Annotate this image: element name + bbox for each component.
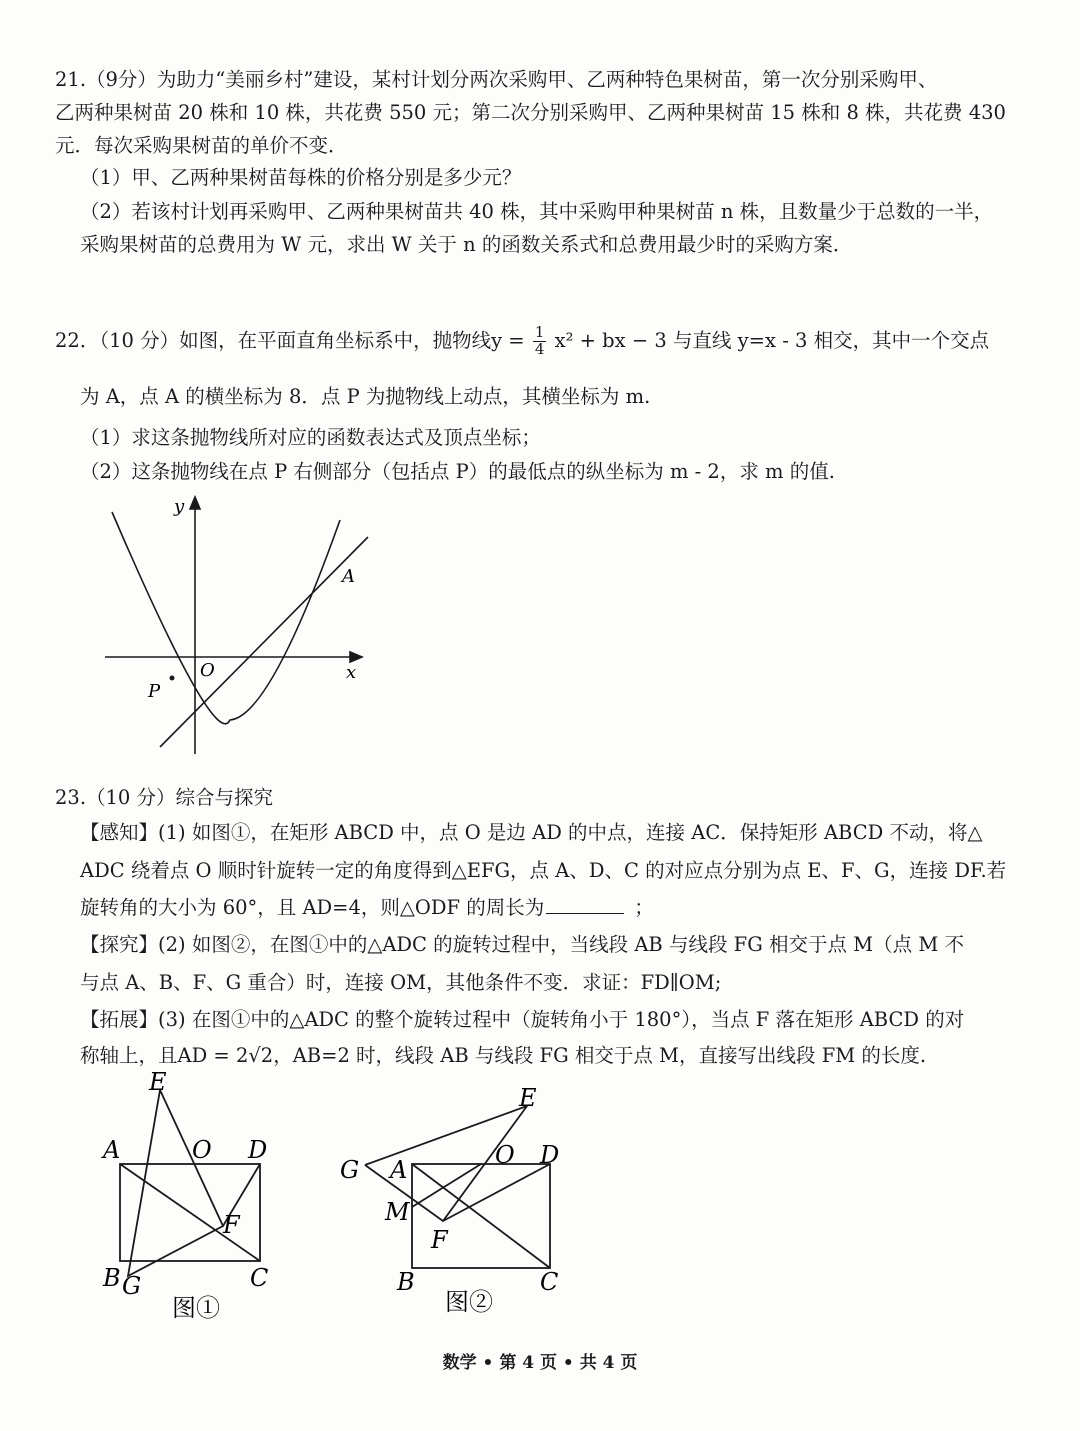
point-a-label: A [342, 566, 355, 587]
fig1-label-g: G [122, 1272, 142, 1300]
fig2-label-b: B [397, 1268, 415, 1296]
fig2-label-c: C [540, 1268, 559, 1296]
q22-part-1: （1）求这条抛物线所对应的函数表达式及顶点坐标； [80, 426, 541, 449]
q21-line-3: 元．每次采购果树苗的单价不变． [55, 134, 348, 157]
q23-line-6: 【拓展】(3) 在图①中的△ADC 的整个旋转过程中（旋转角小于 180°），当点 F 落在矩形 ABCD 的对 [80, 1008, 965, 1031]
fig1-label-f: F [223, 1211, 240, 1239]
q23-line-5: 与点 A、B、F、G 重合）时，连接 OM，其他条件不变．求证：FD∥OM; [80, 971, 722, 994]
x-axis-label: x [346, 662, 357, 683]
q23-line-3-post: ； [634, 896, 654, 919]
fig2-label-m: M [385, 1198, 410, 1226]
q22-line-1 [55, 325, 989, 358]
q23-line-1: 【感知】(1) 如图①，在矩形 ABCD 中，点 O 是边 AD 的中点，连接 AC．保持矩形 ABCD 不动，将△ [80, 821, 983, 844]
fig2-label-e: E [519, 1084, 537, 1112]
q23-line-0: 23.（10 分）综合与探究 [55, 786, 274, 809]
q23-line-3 [80, 898, 654, 918]
triangle-efg [128, 1090, 223, 1276]
fig2-label-f: F [431, 1226, 448, 1254]
fig2-caption: 图② [445, 1288, 493, 1316]
fig1-label-d: D [248, 1136, 268, 1164]
q21-part-2a: （2）若该村计划再采购甲、乙两种果树苗共 40 株，其中采购甲种果树苗 n 株，且数量少于总数的一半， [80, 200, 994, 223]
q23-line-3-pre: 旋转角的大小为 60°，且 AD=4，则△ODF 的周长为 [80, 896, 545, 919]
fig1-label-c: C [250, 1264, 269, 1292]
x-axis-arrow [350, 652, 362, 662]
fig1-label-b: B [103, 1264, 121, 1292]
fig1-label-a: A [103, 1136, 121, 1164]
line-y-x-3 [160, 537, 368, 747]
q22-frac-num: 1 [534, 323, 545, 341]
q21-line-1: 21.（9分）为助力“美丽乡村”建设，某村计划分两次采购甲、乙两种特色果树苗，第一次分别采购甲、 [55, 68, 938, 91]
q22-frac-den: 4 [534, 339, 545, 358]
fig2-label-a: A [390, 1156, 408, 1184]
fig1-label-e: E [149, 1068, 167, 1096]
q23-line-7: 称轴上，且AD = 2√2，AB=2 时，线段 AB 与线段 FG 相交于点 M，直接写出线段 FM 的长度. [80, 1044, 927, 1067]
origin-label: O [200, 660, 215, 681]
q23-figure-2 [335, 1068, 595, 1328]
fig2-label-g: G [340, 1156, 360, 1184]
fig1-caption: 图① [172, 1294, 220, 1322]
fig1-label-o: O [192, 1136, 212, 1164]
y-axis-label: y [174, 496, 185, 517]
segment-df-2 [443, 1164, 550, 1221]
q22-line-2: 为 A，点 A 的横坐标为 8．点 P 为抛物线上动点，其横坐标为 m. [80, 385, 651, 408]
q21-part-1: （1）甲、乙两种果树苗每株的价格分别是多少元？ [80, 166, 522, 189]
answer-blank [546, 913, 624, 914]
point-p [170, 676, 175, 681]
fig2-label-o: O [495, 1141, 515, 1169]
y-axis-arrow [190, 497, 200, 509]
q23-line-4: 【探究】(2) 如图②，在图①中的△ADC 的旋转过程中，当线段 AB 与线段 FG 相交于点 M（点 M 不 [80, 933, 964, 956]
q23-line-2: ADC 绕着点 O 顺时针旋转一定的角度得到△EFG，点 A、D、C 的对应点分别为点 E、F、G，连接 DF.若 [80, 859, 1007, 882]
q21-line-2: 乙两种果树苗 20 株和 10 株，共花费 550 元；第二次分别采购甲、乙两种果树苗 15 株和 8 株，共花费 430 [55, 101, 1006, 124]
q22-figure [100, 492, 380, 762]
segment-om [412, 1164, 481, 1207]
point-p-label: P [148, 681, 161, 702]
q22-fraction [533, 325, 547, 358]
q23-figure-1 [95, 1068, 325, 1328]
fig2-label-d: D [540, 1141, 560, 1169]
page-footer: 数学 • 第 4 页 • 共 4 页 [442, 1353, 638, 1373]
parabola [112, 512, 340, 724]
q21-part-2b: 采购果树苗的总费用为 W 元，求出 W 关于 n 的函数关系式和总费用最少时的采购方案． [80, 233, 853, 256]
q22-line-1-pre: 22．（10 分）如图，在平面直角坐标系中，抛物线y = [55, 328, 525, 352]
q22-line-1-post: x² + bx − 3 与直线 y=x - 3 相交，其中一个交点 [554, 328, 990, 352]
q22-part-2: （2）这条抛物线在点 P 右侧部分（包括点 P）的最低点的纵坐标为 m - 2，求 m 的值. [80, 460, 835, 483]
